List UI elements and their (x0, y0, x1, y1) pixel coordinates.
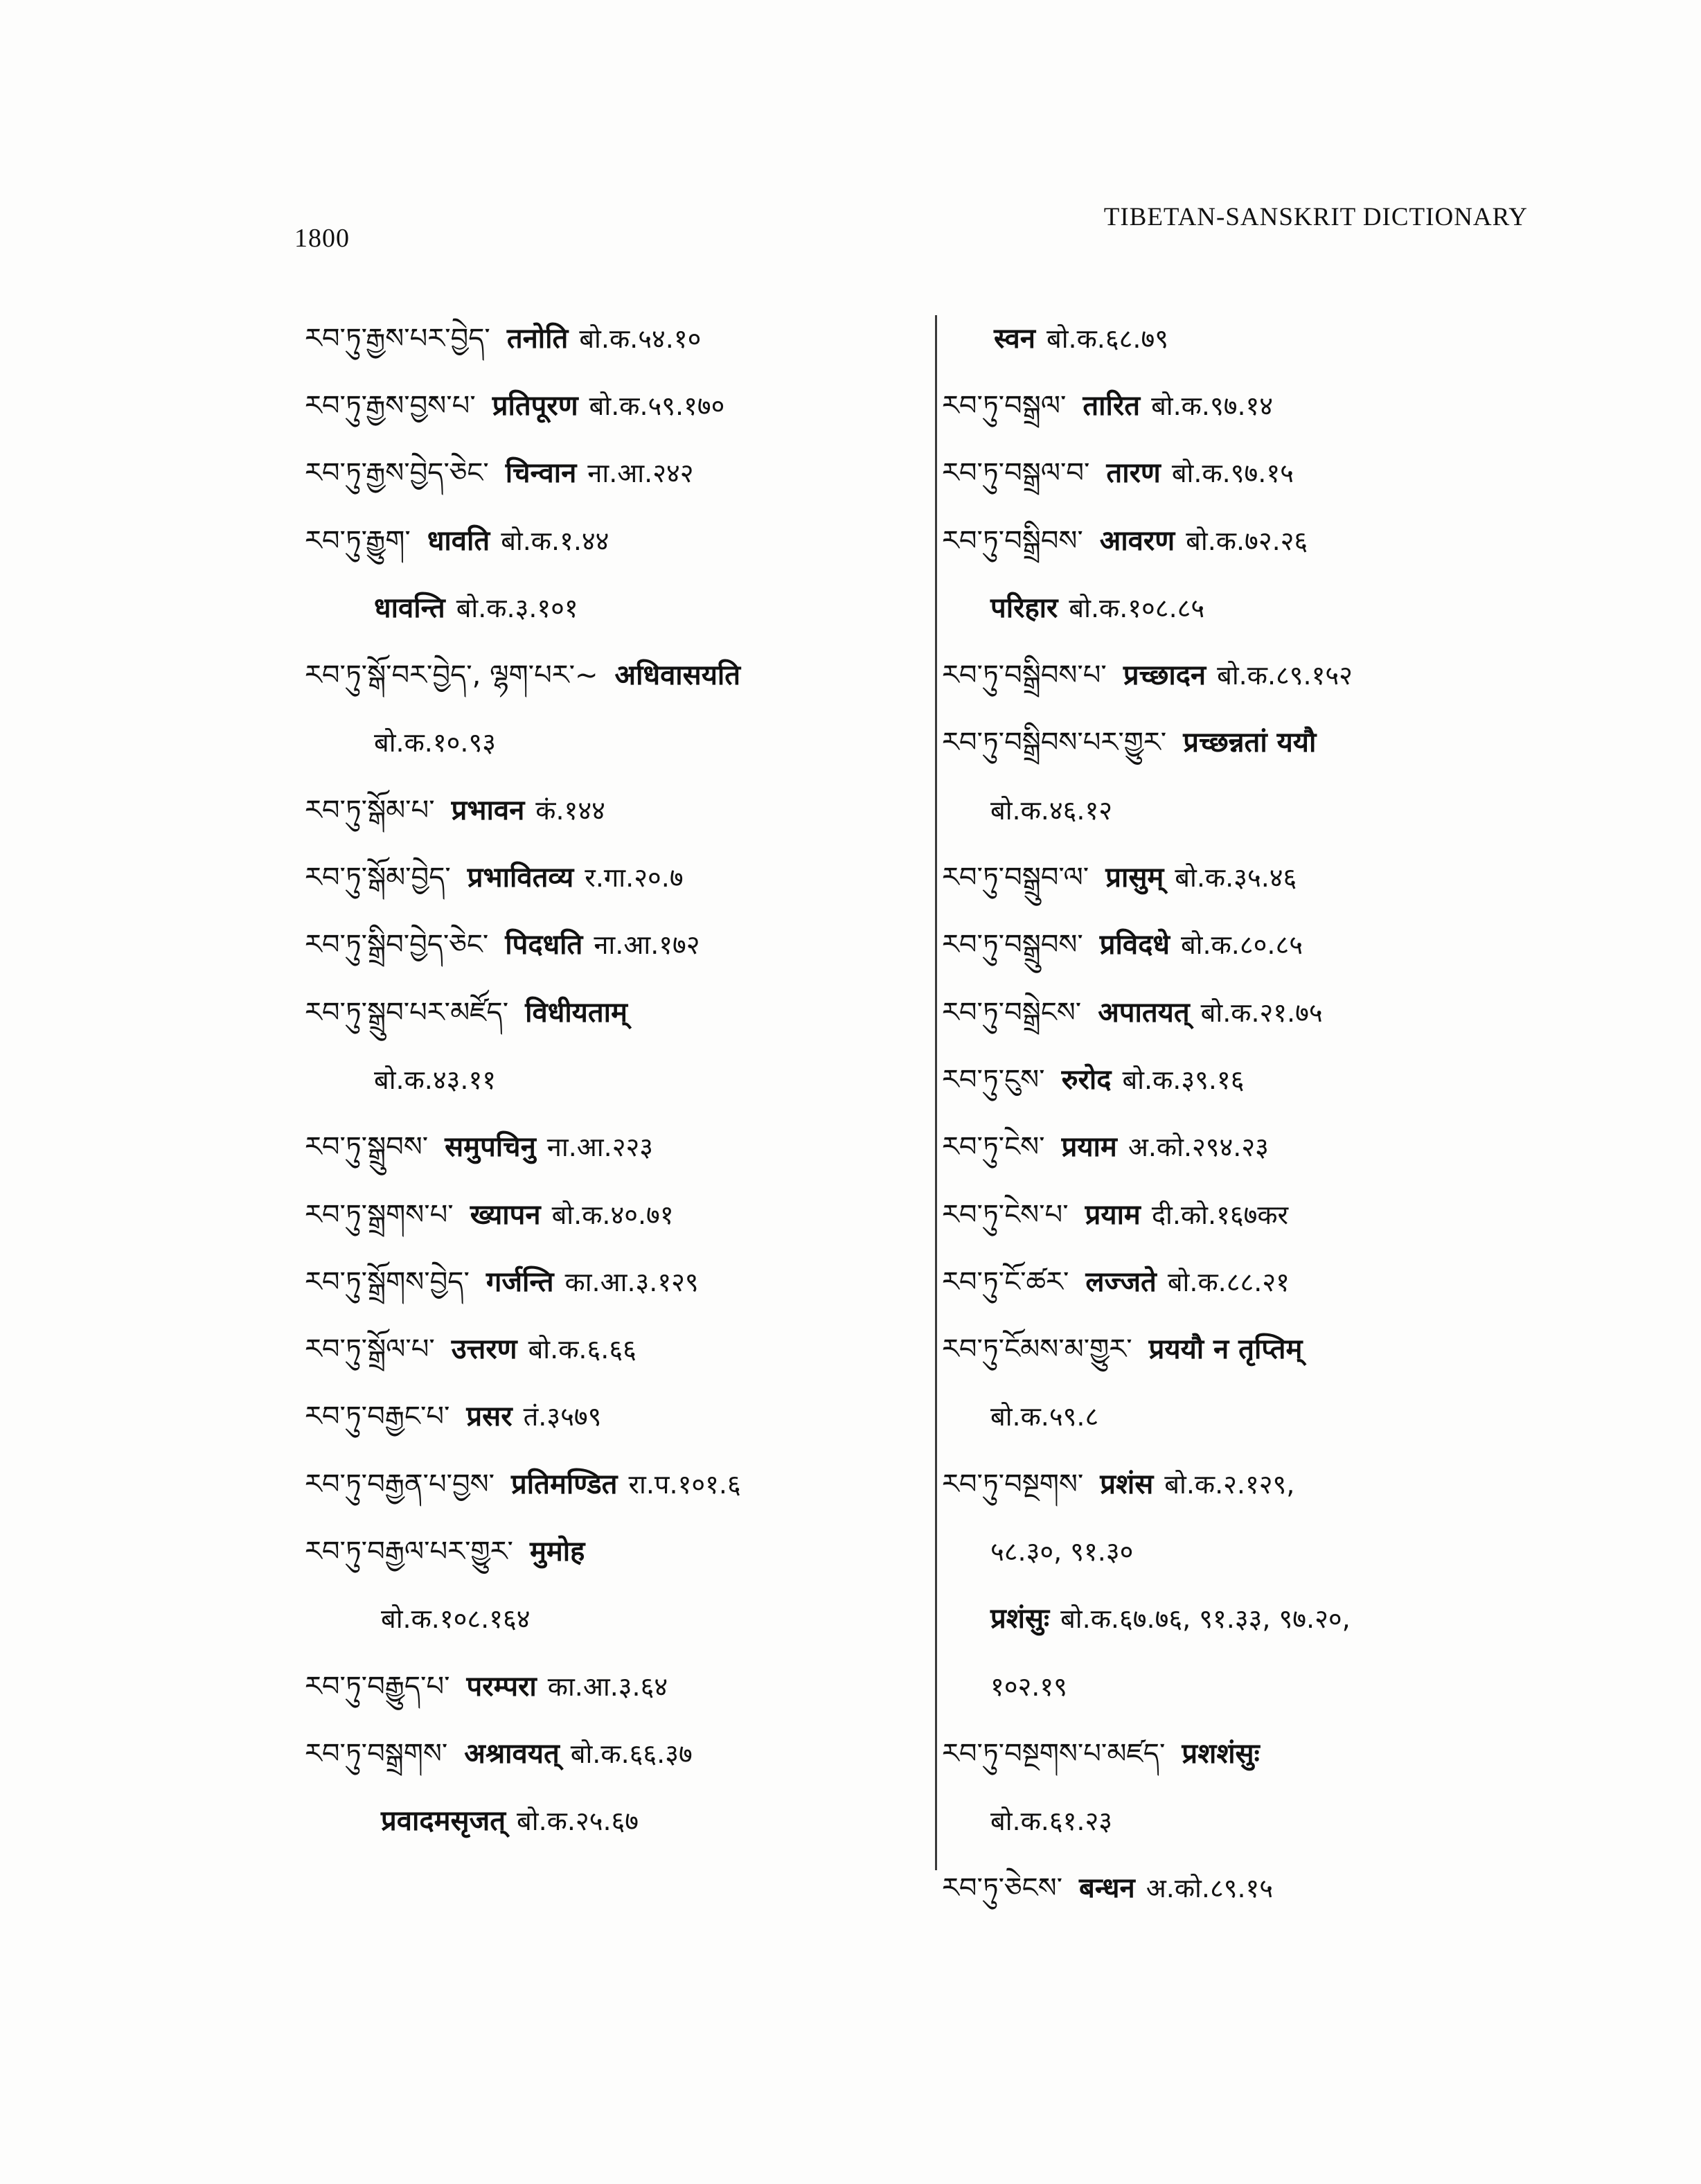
entry-line (942, 507, 1551, 574)
sanskrit-equivalent: चिन्वान (505, 457, 577, 490)
right-column (942, 305, 1551, 1922)
entry-line (305, 507, 928, 574)
sanskrit-equivalent: प्रभावन (451, 794, 525, 826)
tibetan-headword: རབ་ཏུ་བརྒྱན་པ་བྱས་ (305, 1468, 495, 1500)
entry-continuation (942, 1383, 1551, 1450)
entry-line (305, 844, 928, 911)
sanskrit-equivalent: अधिवासयति (614, 659, 741, 692)
source-reference: बो.क.८८.२१ (1167, 1266, 1290, 1297)
sanskrit-equivalent: प्रच्छादन (1123, 659, 1206, 692)
sanskrit-equivalent: प्रसर (466, 1401, 513, 1433)
entry-line (942, 709, 1551, 776)
source-reference: बो.क.१०८.८५ (1069, 592, 1205, 623)
tibetan-headword: རབ་ཏུ་ངུས་ (942, 1063, 1045, 1096)
sanskrit-equivalent: अपातयत् (1098, 996, 1190, 1029)
sanskrit-equivalent: प्रययौ न तृप्तिम् (1148, 1333, 1303, 1366)
source-reference: बो.क.८०.८५ (1180, 930, 1303, 961)
tibetan-headword: རབ་ཏུ་སྒོམ་བྱེད་ (305, 862, 451, 894)
left-column (305, 305, 928, 1855)
source-reference: बो.क.७२.२६ (1186, 525, 1308, 556)
tibetan-headword: རབ་ཏུ་ངོམས་མ་གྱུར་ (942, 1333, 1132, 1366)
source-reference: ना.आ.२४२ (587, 458, 694, 489)
sanskrit-equivalent: अश्रावयत् (464, 1737, 560, 1770)
source-reference: बो.क.४०.७१ (551, 1199, 674, 1230)
source-reference: बो.क.२१.७५ (1200, 997, 1323, 1028)
entry-line (942, 1855, 1551, 1922)
sanskrit-equivalent: आवरण (1099, 524, 1175, 557)
entry-line (942, 1181, 1551, 1248)
entry-line (305, 1518, 928, 1585)
sanskrit-equivalent: मुमोह (529, 1535, 585, 1568)
sanskrit-equivalent: समुपचिनु (445, 1131, 536, 1164)
sanskrit-equivalent: प्रयाम (1061, 1131, 1117, 1164)
tibetan-headword: རབ་ཏུ་ངེས་པ་ (942, 1198, 1069, 1231)
entry-continuation (942, 1653, 1551, 1720)
sanskrit-equivalent: विधीयताम् (525, 996, 627, 1029)
sanskrit-equivalent: गर्जन्ति (486, 1266, 554, 1298)
source-reference: बो.क.६७.७६, ९१.३३, ९७.२०, (1060, 1604, 1351, 1635)
tibetan-headword: རབ་ཏུ་བསྒྲིབས་པ་ (942, 659, 1107, 692)
source-reference: बो.क.१०.९३ (374, 727, 497, 758)
tibetan-headword: རབ་ཏུ་སྒོམ་པ་ (305, 794, 435, 826)
sanskrit-equivalent: प्रतिमण्डित (511, 1468, 618, 1500)
source-reference: अ.को.८९.१५ (1146, 1873, 1274, 1904)
entry-line (942, 1315, 1551, 1383)
tibetan-headword: རབ་ཏུ་བསྒྲལ་ (942, 389, 1067, 422)
tibetan-headword: རབ་ཏུ་སྒྲོགས་བྱེད་ (305, 1266, 470, 1298)
entry-line (942, 1720, 1551, 1787)
source-reference: बो.क.२५.६७ (517, 1806, 639, 1837)
entry-line (942, 372, 1551, 439)
source-reference: र.गा.२०.७ (585, 862, 684, 894)
sanskrit-equivalent: प्रविदधे (1099, 929, 1170, 961)
sanskrit-equivalent: परम्परा (466, 1670, 537, 1703)
tibetan-headword: རབ་ཏུ་ངོ་ཚར་ (942, 1266, 1069, 1298)
tibetan-headword: རབ་ཏུ་བསྔགས་ (942, 1468, 1084, 1500)
source-reference: बो.क.४६.१२ (990, 794, 1113, 826)
sanskrit-equivalent: रुरोद (1061, 1063, 1112, 1096)
tibetan-headword: རབ་ཏུ་ངེས་ (942, 1131, 1045, 1164)
tibetan-headword: རབ་ཏུ་བསྔགས་པ་མཛད་ (942, 1737, 1166, 1770)
tibetan-headword: རབ་ཏུ་རྒྱས་པར་བྱེད་ (305, 322, 490, 355)
source-reference: बो.क.४३.११ (374, 1064, 497, 1095)
sanskrit-equivalent: उत्तरण (451, 1333, 517, 1366)
sanskrit-equivalent: ख्यापन (470, 1198, 541, 1231)
source-reference: ना.आ.२२३ (546, 1132, 653, 1163)
sanskrit-equivalent: प्रशंस (1100, 1468, 1154, 1500)
tibetan-headword: རབ་ཏུ་སྒྲུབས་ (305, 1131, 429, 1164)
entry-line (305, 912, 928, 979)
source-reference: बो.क.५४.१० (579, 323, 702, 354)
entry-continuation (942, 1788, 1551, 1855)
sanskrit-equivalent: बन्धन (1079, 1872, 1135, 1905)
tibetan-headword: རབ་ཏུ་བསྒྲུབ་ལ་ (942, 862, 1089, 894)
source-reference: बो.क.५९.१७० (589, 390, 725, 421)
source-reference: १०२.१९ (990, 1671, 1067, 1702)
entry-continuation (305, 574, 928, 641)
entry-line (942, 1046, 1551, 1113)
entry-line (942, 912, 1551, 979)
source-reference: ५८.३०, ९१.३० (990, 1536, 1134, 1567)
column-divider (935, 315, 937, 1870)
source-reference: बो.क.६६.३७ (570, 1738, 693, 1769)
tibetan-headword: རབ་ཏུ་བསྒྲུབས་ (942, 929, 1083, 961)
sanskrit-equivalent: तारण (1106, 457, 1161, 490)
entry-continuation (305, 709, 928, 776)
sanskrit-equivalent: पिदधति (505, 929, 583, 961)
entry-line (942, 1248, 1551, 1315)
sanskrit-equivalent: प्रशशंसुः (1182, 1737, 1260, 1770)
running-head: TIBETAN-SANSKRIT DICTIONARY (1103, 203, 1528, 231)
tibetan-headword: རབ་ཏུ་རྒྱས་བྱས་པ་ (305, 389, 476, 422)
tibetan-headword: རབ་ཏུ་སྒྲོལ་པ་ (305, 1333, 435, 1366)
entry-continuation (305, 1046, 928, 1113)
source-reference: बो.क.३९.१६ (1122, 1064, 1245, 1095)
sanskrit-equivalent: परिहार (990, 592, 1058, 624)
entry-line (305, 1114, 928, 1181)
source-reference: बो.क.१०८.१६४ (381, 1604, 531, 1635)
source-reference: रा.प.१०१.६ (628, 1468, 741, 1500)
source-reference: दी.को.१६७कर (1151, 1199, 1289, 1230)
tibetan-headword: རབ་ཏུ་སྒོ་བར་བྱེད་, ལྷག་པར་~ (305, 659, 598, 692)
tibetan-headword: རབ་ཏུ་བསྒྲགས་ (305, 1737, 448, 1770)
sanskrit-equivalent: धावन्ति (374, 592, 445, 624)
source-reference: बो.क.८९.१५२ (1217, 660, 1353, 691)
sanskrit-equivalent: तनोति (506, 322, 569, 355)
entry-continuation (305, 1788, 928, 1855)
tibetan-headword: རབ་ཏུ་བསྒྲལ་བ་ (942, 457, 1090, 490)
tibetan-headword: རབ་ཏུ་བསྒྲེངས་ (942, 996, 1082, 1029)
source-reference: ना.आ.१७२ (594, 930, 700, 961)
entry-line (305, 305, 928, 372)
source-reference: का.आ.३.६४ (547, 1671, 668, 1702)
entry-line (305, 1450, 928, 1518)
entry-continuation (942, 574, 1551, 641)
entry-continuation (942, 305, 1551, 372)
source-reference: अ.को.२९४.२३ (1128, 1132, 1269, 1163)
tibetan-headword: རབ་ཏུ་རྒྱས་བྱེད་ཅེང་ (305, 457, 489, 490)
entry-line (305, 1315, 928, 1383)
source-reference: बो.क.९७.१५ (1171, 458, 1294, 489)
entry-line (305, 776, 928, 844)
tibetan-headword: རབ་ཏུ་རྒྱུག་ (305, 524, 411, 557)
tibetan-headword: རབ་ཏུ་བསྒྲིབས་ (942, 524, 1083, 557)
source-reference: बो.क.६१.२३ (990, 1806, 1113, 1837)
entry-continuation (942, 1586, 1551, 1653)
source-reference: तं.३५७९ (523, 1401, 602, 1432)
source-reference: कं.१४४ (535, 794, 605, 826)
entry-line (942, 440, 1551, 507)
sanskrit-equivalent: प्रभावितव्य (467, 862, 574, 894)
entry-line (305, 1248, 928, 1315)
entry-line (942, 641, 1551, 709)
entry-line (305, 1383, 928, 1450)
page-number: 1800 (294, 224, 350, 253)
tibetan-headword: རབ་ཏུ་བརྒྱལ་པར་གྱུར་ (305, 1535, 513, 1568)
sanskrit-equivalent: प्रवादमसृजत् (381, 1805, 506, 1838)
entry-line (305, 1720, 928, 1787)
entry-line (305, 372, 928, 439)
tibetan-headword: རབ་ཏུ་ཅེངས་ (942, 1872, 1062, 1905)
sanskrit-equivalent: तारित (1083, 389, 1141, 422)
entry-line (305, 1181, 928, 1248)
source-reference: बो.क.६.६६ (528, 1334, 636, 1365)
sanskrit-equivalent: लज्जते (1085, 1266, 1157, 1298)
source-reference: बो.क.२.१२९, (1164, 1468, 1295, 1500)
sanskrit-equivalent: प्रासुम् (1105, 862, 1164, 894)
sanskrit-equivalent: प्रच्छन्नतां ययौ (1183, 727, 1317, 759)
entry-continuation (305, 1586, 928, 1653)
entry-line (305, 979, 928, 1046)
source-reference: बो.क.५९.८ (990, 1401, 1099, 1432)
entry-line (942, 979, 1551, 1046)
source-reference: का.आ.३.१२९ (564, 1266, 699, 1297)
source-reference: बो.क.३५.४६ (1175, 862, 1297, 894)
entry-continuation (942, 1518, 1551, 1585)
tibetan-headword: རབ་ཏུ་བརྒྱུད་པ་ (305, 1670, 450, 1703)
sanskrit-equivalent: प्रतिपूरण (492, 389, 578, 422)
entry-line (305, 440, 928, 507)
tibetan-headword: རབ་ཏུ་སྒྲུབ་པར་མཛོད་ (305, 996, 509, 1029)
source-reference: बो.क.९७.१४ (1151, 390, 1274, 421)
entry-line (305, 1653, 928, 1720)
tibetan-headword: རབ་ཏུ་སྒྲིབ་བྱེད་ཅེང་ (305, 929, 489, 961)
sanskrit-equivalent: धावति (427, 524, 490, 557)
entry-line (942, 1450, 1551, 1518)
sanskrit-equivalent: प्रयाम (1085, 1198, 1141, 1231)
entry-line (305, 641, 928, 709)
entry-line (942, 1114, 1551, 1181)
tibetan-headword: རབ་ཏུ་བསྒྲིབས་པར་གྱུར་ (942, 727, 1167, 759)
entry-line (942, 844, 1551, 911)
sanskrit-equivalent: प्रशंसुः (990, 1603, 1050, 1635)
sanskrit-equivalent: स्वन (994, 322, 1035, 355)
tibetan-headword: རབ་ཏུ་སྒྲགས་པ་ (305, 1198, 454, 1231)
source-reference: बो.क.६८.७९ (1047, 323, 1169, 354)
entry-continuation (942, 776, 1551, 844)
source-reference: बो.क.३.१०१ (456, 592, 578, 623)
source-reference: बो.क.१.४४ (501, 525, 609, 556)
tibetan-headword: རབ་ཏུ་བརྒྱང་པ་ (305, 1401, 450, 1433)
